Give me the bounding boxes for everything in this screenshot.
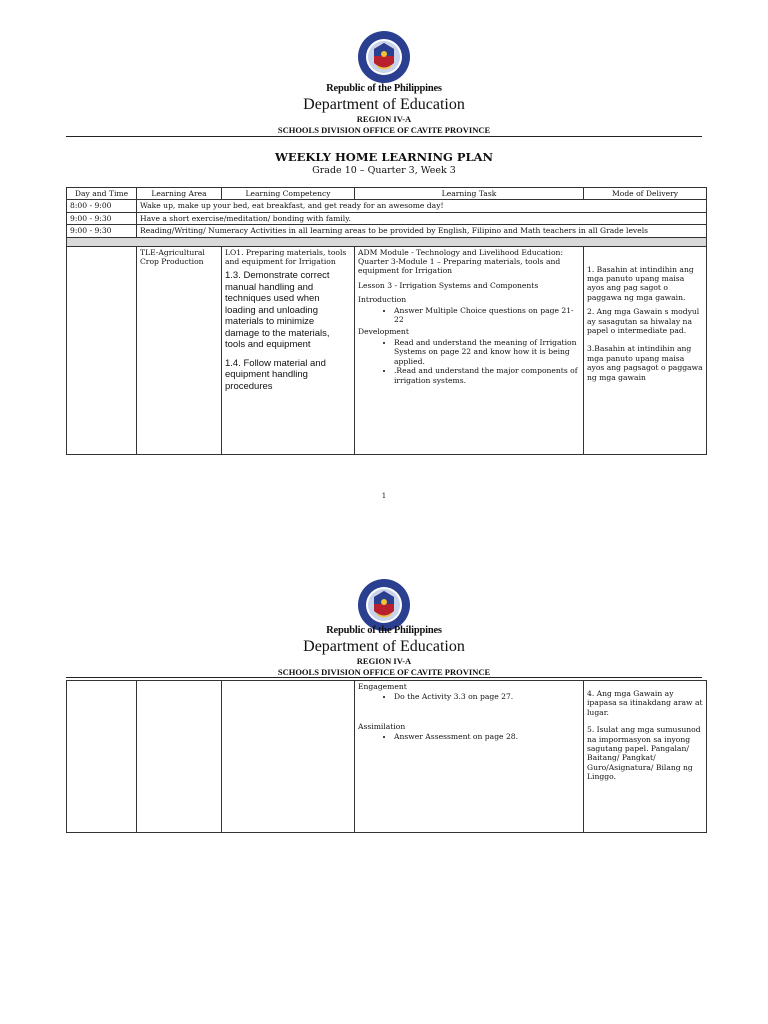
introduction-label: Introduction — [358, 295, 407, 305]
page-1 — [0, 0, 768, 510]
plan-subtitle: Grade 10 – Quarter 3, Week 3 — [312, 165, 456, 176]
header-divider — [66, 677, 702, 678]
list-item: • Answer Multiple Choice questions on page 21-22 — [394, 306, 580, 325]
republic-heading: Republic of the Philippines — [326, 625, 442, 636]
column-header: Learning Competency — [222, 188, 355, 200]
learning-objective: LO1. Preparing materials, tools and equipment for Irrigation — [225, 247, 347, 267]
time-cell — [67, 681, 137, 833]
mode-of-delivery-cell — [584, 246, 707, 454]
republic-heading: Republic of the Philippines — [326, 83, 442, 94]
mode-of-delivery-cell — [584, 681, 707, 833]
time-cell: 9:00 - 9:30 — [67, 212, 137, 224]
list-item: • Read and understand the meaning of Irrigation Systems on page 22 and know how it is being applied. — [394, 338, 580, 366]
page-2 — [0, 570, 768, 870]
department-heading: Department of Education — [303, 96, 465, 113]
table-row — [67, 681, 707, 833]
competency-item: 1.3. Demonstrate correct manual handling and techniques used when loading and unloading materials to minimize damage to the materials, tools and equipment — [225, 270, 330, 351]
department-heading: Department of Education — [303, 638, 465, 655]
module-title: ADM Module - Technology and Livelihood Education: Quarter 3-Module 1 – Preparing materials, tools and equipment for Irrigation — [358, 247, 564, 276]
column-header: Learning Task — [355, 188, 584, 200]
development-label: Development — [358, 327, 409, 337]
time-cell: 9:00 - 9:30 — [67, 225, 137, 237]
competency-cell — [222, 681, 355, 833]
region-heading: REGION IV-A — [356, 114, 412, 124]
plan-title: WEEKLY HOME LEARNING PLAN — [274, 150, 494, 164]
delivery-instruction: 2. Ang mga Gawain s modyul ay sasagutan sa hiwalay na papel o intermediate pad. — [587, 307, 700, 336]
delivery-instruction: 1. Basahin at intindihin ang mga panuto upang maisa ayos ang pag sagot o paggawa ng mga gawain. — [587, 264, 694, 302]
header-divider — [66, 136, 702, 137]
list-item: • Do the Activity 3.3 on page 27. — [394, 692, 580, 701]
region-heading: REGION IV-A — [356, 656, 412, 666]
routine-cell: Have a short exercise/meditation/ bonding with family. — [137, 212, 707, 224]
learning-area-cell — [137, 681, 222, 833]
table-row — [67, 225, 707, 237]
competency-cell — [222, 246, 355, 454]
competency-item: 1.4. Follow material and equipment handling procedures — [225, 357, 326, 392]
column-header: Learning Area — [137, 188, 222, 200]
division-heading: SCHOOLS DIVISION OFFICE OF CAVITE PROVINCE — [277, 125, 491, 135]
learning-plan-table-continued — [66, 680, 707, 833]
division-heading: SCHOOLS DIVISION OFFICE OF CAVITE PROVINCE — [277, 667, 491, 677]
deped-seal-logo — [357, 578, 411, 632]
learning-area-cell: TLE-Agricultural Crop Production — [137, 246, 222, 454]
table-row — [67, 246, 707, 454]
assimilation-list — [358, 732, 580, 741]
learning-task-cell — [355, 681, 584, 833]
list-item: • .Read and understand the major components of irrigation systems. — [394, 366, 580, 385]
assimilation-label: Assimilation — [358, 721, 406, 731]
column-header: Day and Time — [67, 188, 137, 200]
introduction-list — [358, 306, 580, 325]
column-header: Mode of Delivery — [584, 188, 707, 200]
delivery-instruction: 3.Basahin at intindihin ang mga panuto upang maisa ayos ang pagsagot o paggawa ng mga gawain — [587, 344, 703, 382]
routine-cell: Reading/Writing/ Numeracy Activities in all learning areas to be provided by English, Filipino and Math teachers in all Grade levels — [137, 225, 707, 237]
list-item: • Answer Assessment on page 28. — [394, 732, 580, 741]
delivery-instruction: 4. Ang mga Gawain ay ipapasa sa itinakdang araw at lugar. — [587, 689, 703, 717]
deped-seal-logo — [357, 30, 411, 84]
development-list — [358, 338, 580, 385]
page-number: 1 — [381, 492, 387, 500]
learning-plan-table — [66, 187, 707, 455]
engagement-list — [358, 692, 580, 701]
routine-cell: Wake up, make up your bed, eat breakfast, and get ready for an awesome day! — [137, 200, 707, 212]
learning-task-cell — [355, 246, 584, 454]
table-row — [67, 200, 707, 212]
separator-row — [67, 237, 707, 246]
delivery-instruction: 5. Isulat ang mga sumusunod na impormasyon sa inyong sagutang papel. Pangalan/ Baitang/ Pangkat/ Guro/Asignatura/ Bilang ng Linggo. — [587, 725, 701, 782]
table-header-row — [67, 188, 707, 200]
engagement-label: Engagement — [358, 682, 407, 691]
time-cell: 8:00 - 9:00 — [67, 200, 137, 212]
table-row — [67, 212, 707, 224]
lesson-title: Lesson 3 - Irrigation Systems and Components — [358, 280, 539, 290]
time-cell — [67, 246, 137, 454]
